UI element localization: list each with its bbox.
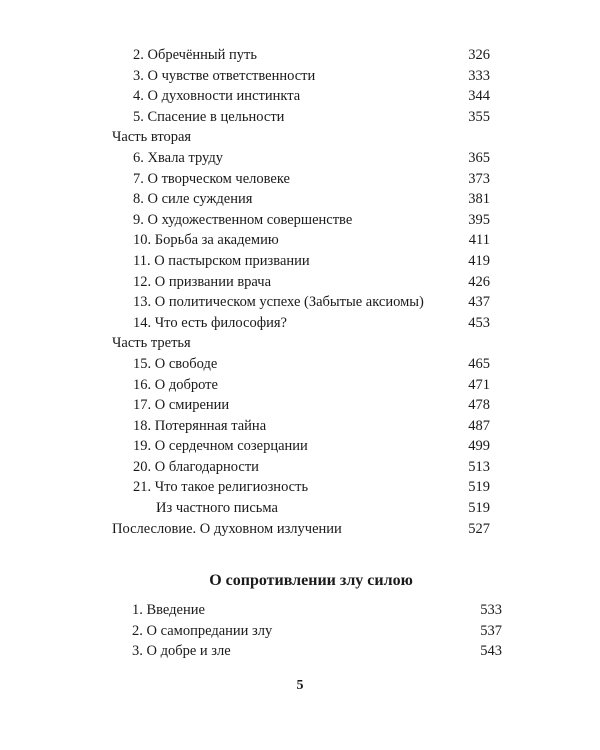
toc-entry-page: 519: [468, 479, 490, 496]
toc-entry-page: 543: [480, 643, 502, 660]
toc-entry-page: 499: [468, 438, 490, 455]
toc-entry-title: 14. Что есть философия?: [133, 314, 287, 331]
toc-entry-title: 6. Хвала труду: [133, 149, 224, 166]
toc-entry-page: 465: [468, 355, 490, 372]
toc-entry-page: 471: [468, 376, 490, 393]
toc-entry-page: 333: [468, 67, 490, 84]
toc-part-title: Часть вторая: [112, 129, 192, 146]
toc-entry: [112, 641, 502, 662]
toc-entry-page: 355: [468, 108, 490, 125]
toc-entry: [112, 210, 490, 231]
toc-entry-title: 10. Борьба за академию: [133, 232, 279, 249]
toc-entry-title: 17. О смирении: [133, 397, 230, 414]
toc-entry-page: 453: [468, 314, 490, 331]
toc-entry: [112, 477, 490, 498]
toc-entry-title: Из частного письма: [156, 500, 278, 517]
toc-entry-title: 11. О пастырском призвании: [133, 252, 310, 269]
toc-entry: [112, 621, 502, 642]
toc-entry-title: 21. Что такое религиозность: [133, 479, 309, 496]
toc-afterword-entry: [112, 519, 490, 540]
toc-entry: [112, 45, 490, 66]
toc-entry-title: 3. О добре и зле: [132, 643, 231, 660]
toc-entry-title: 1. Введение: [132, 602, 205, 618]
toc-entry: [112, 416, 490, 437]
toc-section: [112, 570, 502, 662]
toc-entry-title: 19. О сердечном созерцании: [133, 438, 308, 455]
toc-entry-page: 395: [468, 211, 490, 228]
toc-entry-title: Послесловие. О духовном излучении: [112, 520, 342, 537]
toc-entry-title: 9. О художественном совершенстве: [133, 211, 353, 228]
toc-entry-title: 5. Спасение в цельности: [133, 108, 285, 125]
toc-entry-page: 365: [468, 149, 490, 166]
toc-entry: [112, 436, 490, 457]
toc-entry-page: 381: [468, 191, 490, 208]
toc-entry-title: 2. Обречённый путь: [133, 47, 258, 63]
toc-entry-title: 3. О чувстве ответственности: [133, 67, 316, 84]
toc-entry-page: 533: [480, 602, 502, 618]
toc-entry: [112, 354, 490, 375]
toc-part-heading: [112, 333, 490, 354]
toc-entry-page: 487: [468, 417, 490, 434]
toc-entry-title: 4. О духовности инстинкта: [133, 88, 301, 105]
toc-entry-title: 2. О самопредании злу: [132, 622, 273, 639]
toc-entry-page: 537: [480, 622, 502, 639]
toc-entry-page: 519: [468, 500, 490, 517]
toc-entry: [112, 457, 490, 478]
toc-entry: [112, 251, 490, 272]
toc-entry-title: 8. О силе суждения: [133, 191, 253, 208]
toc-entry-page: 513: [468, 458, 490, 475]
toc-entry-page: 411: [468, 232, 490, 249]
toc-entry-page: 326: [468, 47, 490, 63]
toc-entry-title: 15. О свободе: [133, 355, 218, 372]
toc-entry-page: 527: [468, 520, 490, 537]
toc-entry: [112, 66, 490, 87]
toc-entry-page: 437: [468, 294, 490, 311]
toc-entry: [112, 600, 502, 621]
toc-part-heading: [112, 127, 490, 148]
toc-entry: [112, 292, 490, 313]
toc-entry: [112, 107, 490, 128]
toc-entry: [112, 395, 490, 416]
toc-entry: [112, 169, 490, 190]
toc-entry-title: 13. О политическом успехе (Забытые аксиомы): [133, 294, 424, 311]
toc-entry: [112, 148, 490, 169]
toc-entry: [112, 272, 490, 293]
toc-entry-title: 20. О благодарности: [133, 458, 259, 475]
table-of-contents: [112, 45, 490, 539]
toc-subentry: [112, 498, 490, 519]
toc-entry-page: 419: [468, 252, 490, 269]
toc-entry-title: 12. О призвании врача: [133, 273, 272, 290]
toc-entry-title: 7. О творческом человеке: [133, 170, 290, 187]
toc-entry-page: 426: [468, 273, 490, 290]
toc-entry: [112, 86, 490, 107]
toc-entry-page: 344: [468, 88, 490, 105]
toc-entry-title: 18. Потерянная тайна: [133, 417, 267, 434]
toc-part-title: Часть третья: [112, 335, 191, 352]
toc-entry: [112, 313, 490, 334]
toc-entry-page: 478: [468, 397, 490, 414]
toc-entry-page: 373: [468, 170, 490, 187]
toc-entry-title: 16. О доброте: [133, 376, 218, 393]
toc-entry: [112, 230, 490, 251]
toc-entry: [112, 189, 490, 210]
page-number: 5: [296, 678, 304, 693]
toc-entry: [112, 375, 490, 396]
section-heading: О сопротивлении злу силою: [209, 572, 413, 589]
